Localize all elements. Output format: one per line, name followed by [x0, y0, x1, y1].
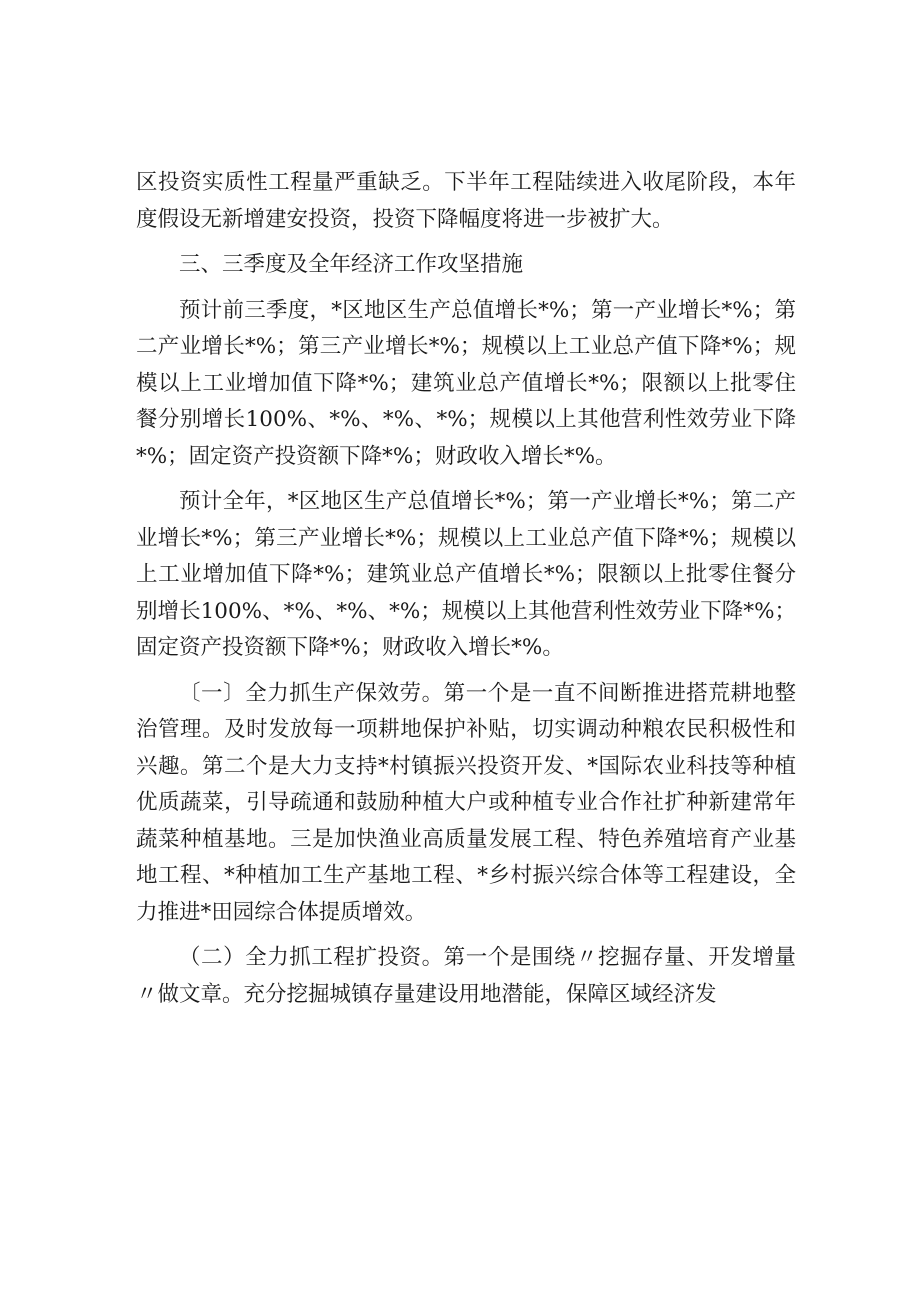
document-body [136, 165, 796, 1022]
paragraph-measure-2: （二）全力抓工程扩投资。第一个是围绕〃挖掘存量、开发增量〃做文章。充分挖掘城镇存量建设用地潜能，保障区域经济发 [136, 945, 796, 1007]
paragraph-forecast-year: 预计全年，*区地区生产总值增长*%；第一产业增长*%；第二产业增长*%；第三产业增长*%；规模以上工业总产值下降*%；规模以上工业增加值下降*%；建筑业总产值增长*%；限额以上批零住餐分别增长100%、*%、*%、*%；规模以上其他营利性效劳业下降*%；固定资产投资额下降*%；财政收入增长*%。 [136, 489, 796, 660]
paragraph-measure-1: 〔一〕全力抓生产保效劳。第一个是一直不间断推进搭荒耕地整治管理。及时发放每一项耕地保护补贴，切实调动种粮农民积极性和兴趣。第二个是大力支持*村镇振兴投资开发、*国际农业科技等种植优质蔬菜，引导疏通和鼓励种植大户或种植专业合作社扩种新建常年蔬菜种植基地。三是加快渔业高质量发展工程、特色养殖培育产业基地工程、*种植加工生产基地工程、*乡村振兴综合体等工程建设，全力推进*田园综合体提质增效。 [136, 680, 796, 925]
paragraph-forecast-q3: 预计前三季度，*区地区生产总值增长*%；第一产业增长*%；第二产业增长*%；第三产业增长*%；规模以上工业总产值下降*%；规模以上工业增加值下降*%；建筑业总产值增长*%；限额以上批零住餐分别增长100%、*%、*%、*%；规模以上其他营利性效劳业下降*%；固定资产投资额下降*%；财政收入增长*%。 [136, 297, 796, 469]
section-heading: 三、三季度及全年经济工作攻坚措施 [179, 252, 524, 277]
paragraph-continuation: 区投资实质性工程量严重缺乏。下半年工程陆续进入收尾阶段，本年度假设无新增建安投资，投资下降幅度将进一步被扩大。 [136, 170, 796, 232]
